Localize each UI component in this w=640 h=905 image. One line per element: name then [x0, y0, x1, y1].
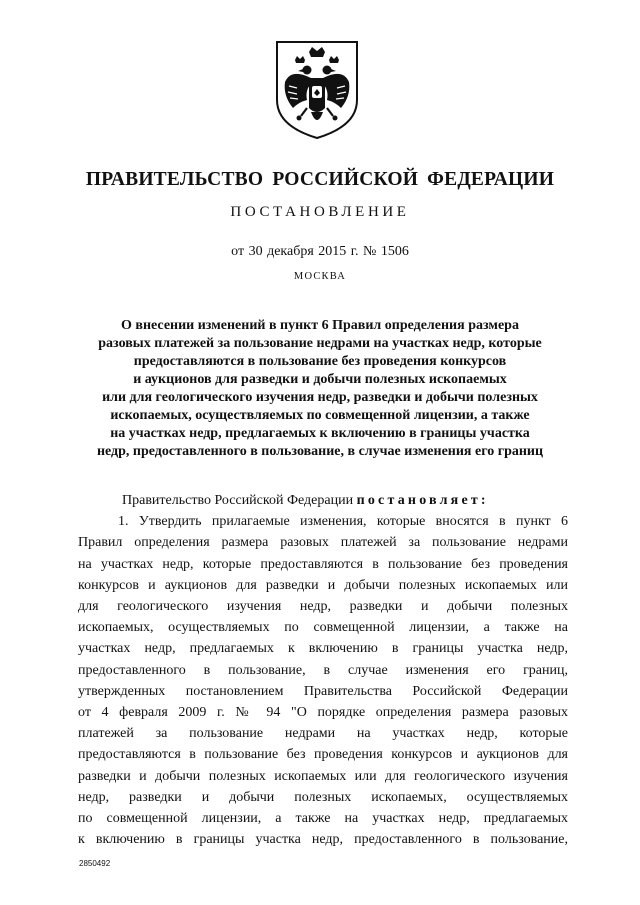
document-date-number: от 30 декабря 2015 г. № 1506 — [231, 244, 409, 259]
document-type: ПОСТАНОВЛЕНИЕ — [230, 204, 410, 220]
heading-line: предоставляются в пользование без проведения конкурсов — [133, 354, 507, 369]
heading-line: и аукционов для разведки и добычи полезных ископаемых — [133, 372, 507, 387]
heading-line: на участках недр, предлагаемых к включению в границы участка — [110, 426, 530, 441]
intro-text: Правительство Российской Федерации — [122, 493, 357, 508]
body-line: платежей за пользование недрами на участках недр, которые — [78, 726, 568, 742]
body-line: по совмещенной лицензии, а также на участках недр, предлагаемых — [78, 811, 568, 827]
document-code: 2850492 — [79, 859, 111, 868]
russian-coat-of-arms-icon — [271, 38, 363, 142]
body-line: для геологического изучения недр, разведки и добычи полезных — [78, 599, 568, 615]
heading-line: или для геологического изучения недр, разведки и добычи полезных — [102, 390, 538, 405]
body-line: на участках недр, которые предоставляются в пользование без проведения — [78, 556, 568, 572]
body-line: утвержденных постановлением Правительства Российской Федерации — [78, 683, 568, 699]
body-line: ископаемых, осуществляемых по совмещенной лицензии, а также на — [78, 620, 568, 636]
body-line: участках недр, предлагаемых к включению в границы участка недр, — [78, 641, 568, 657]
intro-decree-word: постановляет: — [356, 493, 489, 508]
body-line: 1. Утвердить прилагаемые изменения, которые вносятся в пункт 6 — [118, 514, 568, 530]
government-title: ПРАВИТЕЛЬСТВО РОССИЙСКОЙ ФЕДЕРАЦИИ — [85, 169, 555, 190]
body-line: от 4 февраля 2009 г. № 94 "О порядке определения размера разовых — [78, 705, 568, 721]
body-line: конкурсов и аукционов для разведки и добычи полезных ископаемых или — [78, 577, 568, 593]
heading-line: ископаемых, осуществляемых по совмещенной лицензии, а также — [110, 408, 530, 423]
body-line: недр, разведки и добычи полезных ископаемых, осуществляемых — [78, 789, 568, 805]
body-line: предоставляются в пользование без проведения конкурсов и аукционов для — [78, 747, 568, 763]
intro-paragraph — [78, 490, 568, 511]
heading-line: недр, предоставленного в пользование, в случае изменения его границ — [96, 444, 544, 459]
body-line: к включению в границы участка недр, предоставленного в пользование, — [78, 832, 568, 848]
body-line: разведки и добычи полезных ископаемых или для геологического изучения — [78, 768, 568, 784]
heading-line: разовых платежей за пользование недрами на участках недр, которые — [98, 336, 542, 351]
document-body — [78, 490, 568, 850]
document-city: МОСКВА — [293, 271, 347, 282]
body-line: предоставленного в пользование, в случае изменения его границ, — [78, 662, 568, 678]
heading-line: О внесении изменений в пункт 6 Правил определения размера — [121, 318, 519, 333]
document-heading — [60, 317, 580, 461]
body-line: Правил определения размера разовых платежей за пользование недрами — [78, 535, 568, 551]
